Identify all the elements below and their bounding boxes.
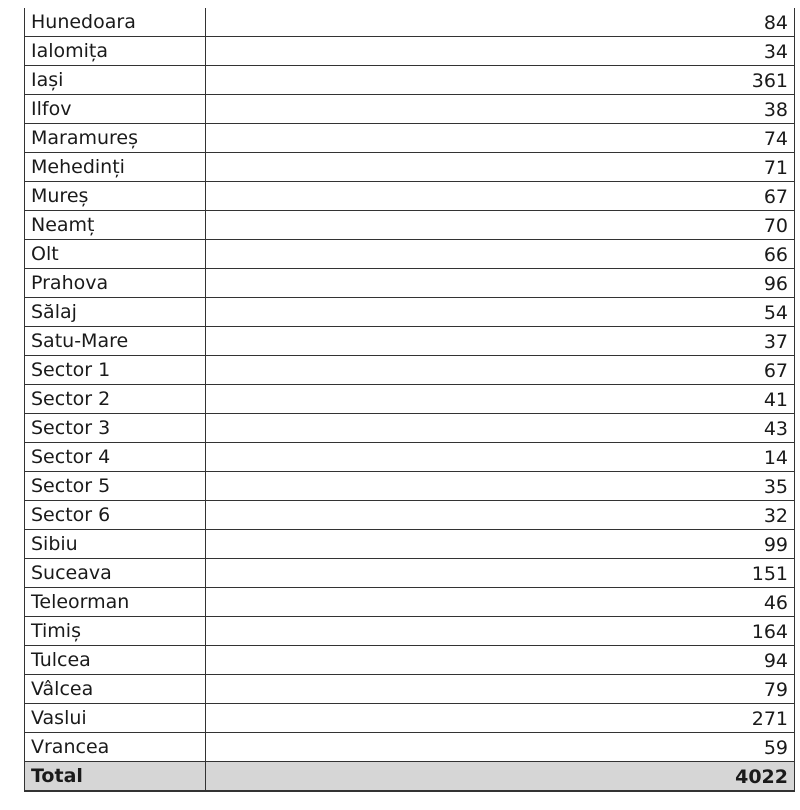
table-row [25,298,795,327]
county-name-cell: Timiș [25,617,206,646]
county-name-cell: Sector 1 [25,356,206,385]
count-cell: 67 [206,356,795,385]
county-name-cell: Ilfov [25,95,206,124]
county-name-cell: Maramureș [25,124,206,153]
count-cell: 54 [206,298,795,327]
table-row [25,269,795,298]
table-row [25,182,795,211]
table-row [25,617,795,646]
county-name-cell: Neamț [25,211,206,240]
table-row [25,414,795,443]
county-name-cell: Vâlcea [25,675,206,704]
count-cell: 96 [206,269,795,298]
count-cell: 361 [206,66,795,95]
count-cell: 71 [206,153,795,182]
county-name-cell: Sălaj [25,298,206,327]
count-cell: 164 [206,617,795,646]
table-row [25,327,795,356]
county-name-cell: Sector 5 [25,472,206,501]
county-name-cell: Ialomița [25,37,206,66]
county-name-cell: Vrancea [25,733,206,762]
total-label-cell: Total [25,762,206,792]
county-name-cell: Satu-Mare [25,327,206,356]
count-cell: 99 [206,530,795,559]
county-name-cell: Teleorman [25,588,206,617]
county-name-cell: Sector 2 [25,385,206,414]
count-cell: 271 [206,704,795,733]
county-name-cell: Mehedinți [25,153,206,182]
county-name-cell: Sibiu [25,530,206,559]
table-row [25,37,795,66]
count-cell: 14 [206,443,795,472]
county-name-cell: Hunedoara [25,8,206,37]
county-name-cell: Suceava [25,559,206,588]
table-row [25,501,795,530]
total-value-cell: 4022 [206,762,795,792]
table-row [25,95,795,124]
count-cell: 32 [206,501,795,530]
county-name-cell: Olt [25,240,206,269]
table-row [25,704,795,733]
count-cell: 67 [206,182,795,211]
count-cell: 59 [206,733,795,762]
table-row [25,646,795,675]
table-row [25,443,795,472]
county-name-cell: Sector 3 [25,414,206,443]
count-cell: 41 [206,385,795,414]
table-row [25,733,795,762]
county-name-cell: Mureș [25,182,206,211]
table-row [25,588,795,617]
count-cell: 35 [206,472,795,501]
table-row [25,385,795,414]
table-row [25,211,795,240]
table-row [25,675,795,704]
table-row [25,472,795,501]
county-count-table [24,8,795,792]
count-cell: 43 [206,414,795,443]
count-cell: 70 [206,211,795,240]
count-cell: 84 [206,8,795,37]
count-cell: 46 [206,588,795,617]
table-row [25,8,795,37]
total-row [25,762,795,792]
table-body [25,8,795,791]
count-cell: 79 [206,675,795,704]
county-name-cell: Vaslui [25,704,206,733]
count-cell: 38 [206,95,795,124]
county-name-cell: Iași [25,66,206,95]
table-row [25,240,795,269]
table-row [25,124,795,153]
table-row [25,66,795,95]
county-name-cell: Sector 6 [25,501,206,530]
count-cell: 37 [206,327,795,356]
count-cell: 151 [206,559,795,588]
table-row [25,530,795,559]
table-row [25,559,795,588]
table-row [25,356,795,385]
county-name-cell: Tulcea [25,646,206,675]
count-cell: 66 [206,240,795,269]
county-name-cell: Prahova [25,269,206,298]
table-row [25,153,795,182]
county-name-cell: Sector 4 [25,443,206,472]
count-cell: 34 [206,37,795,66]
count-cell: 74 [206,124,795,153]
count-cell: 94 [206,646,795,675]
